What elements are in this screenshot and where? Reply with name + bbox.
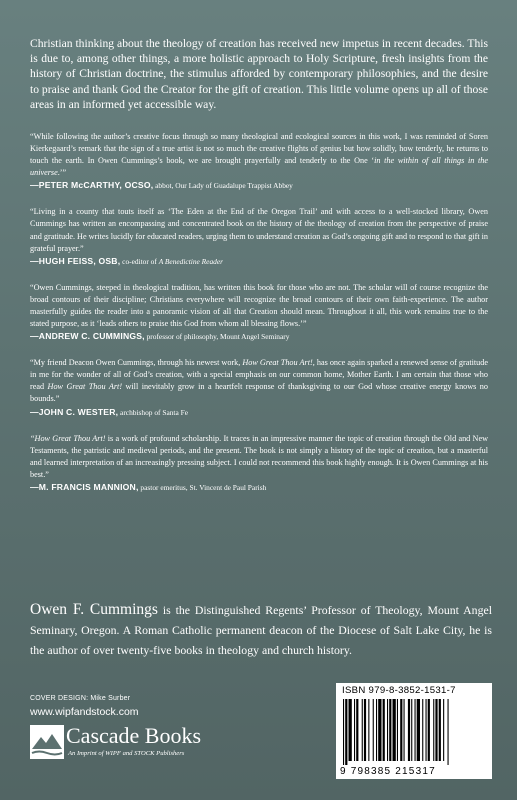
cover-design-credit: COVER DESIGN: Mike Surber [30, 695, 131, 702]
barcode-bar [397, 699, 398, 761]
barcode-bar [378, 699, 381, 761]
barcode-bar [354, 699, 355, 761]
barcode-bar [428, 699, 430, 761]
barcode-bar [415, 699, 416, 761]
endorsement-attribution [30, 481, 488, 494]
endorsement-text: “While following the author’s creative focus through so many theological and ecological sources in this work, I was reminded of Soren Kierkegaard’s remark that the sign of a true artist is not so much the creative flights of genius but how solidly, how tenderly, he returns to touch the earth. In Owen Cummings’s book, we are brought prayerfully and tenderly to the One ‘in the within of all things in the universe.’” [30, 132, 488, 178]
barcode-bar [411, 699, 412, 761]
publisher-tagline: An Imprint of WIPF and STOCK Publishers [68, 750, 185, 757]
endorsement-4 [30, 357, 488, 418]
endorser-name: —ANDREW C. CUMMINGS, [30, 331, 145, 342]
endorser-role: abbot, Our Lady of Guadalupe Trappist Abbey [153, 181, 293, 191]
author-bio [30, 600, 492, 660]
endorsement-attribution [30, 179, 488, 192]
author-name: Owen F. Cummings [30, 601, 158, 618]
publisher-name: Cascade Books [66, 723, 202, 748]
endorsements [30, 131, 488, 508]
endorser-name: —M. FRANCIS MANNION, [30, 481, 139, 492]
endorser-role: archbishop of Santa Fe [118, 407, 188, 417]
author-bio-text: is the Distinguished Regents’ Professor of Theology, Mount Angel Seminary, Oregon. A Roman Catholic permanent deacon of the Diocese of Salt Lake City, he is the author of over twenty-five books in theology and church history. [30, 603, 492, 657]
barcode-bar [356, 699, 358, 761]
endorser-name: —PETER McCARTHY, OCSO, [30, 180, 154, 191]
intro-paragraph: Christian thinking about the theology of creation has received new impetus in recent decades. This is due to, among other things, a more holistic approach to Holy Scripture, fresh insights from the history of Christian doctrine, the stimulus afforded by contemporary philosophies, and the desire to praise and thank God the Creator for the gift of creation. This little volume opens up all of those areas in an informed yet accessible way. [30, 37, 488, 111]
barcode-bar [345, 699, 347, 765]
barcode-bar [364, 699, 366, 761]
barcode-bar [435, 699, 437, 761]
barcode-panel [336, 683, 492, 779]
endorser-name: —HUGH FEISS, OSB, [30, 255, 121, 266]
isbn-label: ISBN 979-8-3852-1531-7 [342, 685, 456, 696]
barcode-bar [443, 699, 444, 761]
endorser-role: pastor emeritus, St. Vincent de Paul Parish [138, 482, 267, 492]
barcode-bar [448, 699, 449, 765]
endorsement-text: “How Great Thou Art! is a work of profound scholarship. It traces in an impressive manner the topic of creation through the Old and New Testaments, the patristic and medieval periods, and the present. The book is not simply a history of the topic of creation, but a masterful and learned interpretation of an increasingly pressing subject. I could not recommend this book highly enough. It is Owen Cummings at his best.” [30, 433, 488, 479]
barcode-bar [426, 699, 427, 761]
endorsement-text: “Owen Cummings, steeped in theological tradition, has written this book for those who are not. The scholar will of course recognize the broad contours of their discipline; Christians everywhere will recognize the broad contours of their own faith-experience. The author masterfully guides the reader into a panoramic vision of all that Creation should mean. Throughout it all, this work remains true to the stated purpose, as it ‘leads others to praise this God from whom all blessing flows.’” [30, 282, 488, 329]
barcode-bar [387, 699, 388, 761]
barcode-bar [417, 699, 420, 761]
barcode-bar [362, 699, 363, 761]
barcode-bar [400, 699, 402, 761]
endorsement-3 [30, 282, 488, 343]
endorsement-attribution [30, 406, 488, 419]
barcode-bar [383, 699, 385, 761]
barcode-bar [376, 699, 377, 761]
endorsement-5 [30, 433, 488, 494]
barcode-bar [422, 699, 423, 761]
endorser-role: professor of philosophy, Mount Angel Seminary [144, 332, 290, 342]
barcode-bar [408, 699, 410, 761]
barcode-bar [439, 699, 441, 761]
endorsement-attribution [30, 330, 488, 343]
barcode-bar [393, 699, 396, 761]
publisher-logo [30, 725, 260, 771]
barcode-bar [389, 699, 391, 761]
endorsement-1 [30, 131, 488, 192]
endorser-role: co-editor of A Benedictine Reader [120, 256, 223, 266]
barcode-bar [373, 699, 374, 761]
barcode-digits: 9 798385 215317 [340, 766, 436, 777]
barcode-bar [343, 699, 344, 765]
publisher-url: www.wipfandstock.com [30, 706, 139, 718]
endorsement-2 [30, 206, 488, 267]
mountain-logo-icon [30, 725, 64, 759]
barcode-bar [404, 699, 405, 761]
barcode-bar [349, 699, 352, 761]
endorsement-text: “My friend Deacon Owen Cummings, through his newest work, How Great Thou Art!, has once again sparked a renewed sense of gratitude in me for the wonder of all of God’s creation, with a special emphasis on our common home, Mother Earth. I am certain that those who read How Great Thou Art! will inevitably grow in a heartfelt response of thanksgiving to our God whose creative energy knows no bounds.” [30, 358, 488, 404]
barcode-bar [368, 699, 369, 761]
endorsement-text: “Living in a county that touts itself as ‘The Eden at the End of the Oregon Trail’ and with access to a well-stocked library, Owen Cummings has written an encompassing and concentrated book on the history of the theology of creation from the perspective of praise and gratitude. He writes lucidly for educated readers, urging them to understand creation as God’s ongoing gift and to respond to that gift in grateful prayer.” [30, 207, 489, 253]
barcode-bar [433, 699, 434, 761]
endorser-name: —JOHN C. WESTER, [30, 406, 119, 417]
endorsement-attribution [30, 255, 488, 268]
barcode-bars [341, 699, 487, 765]
